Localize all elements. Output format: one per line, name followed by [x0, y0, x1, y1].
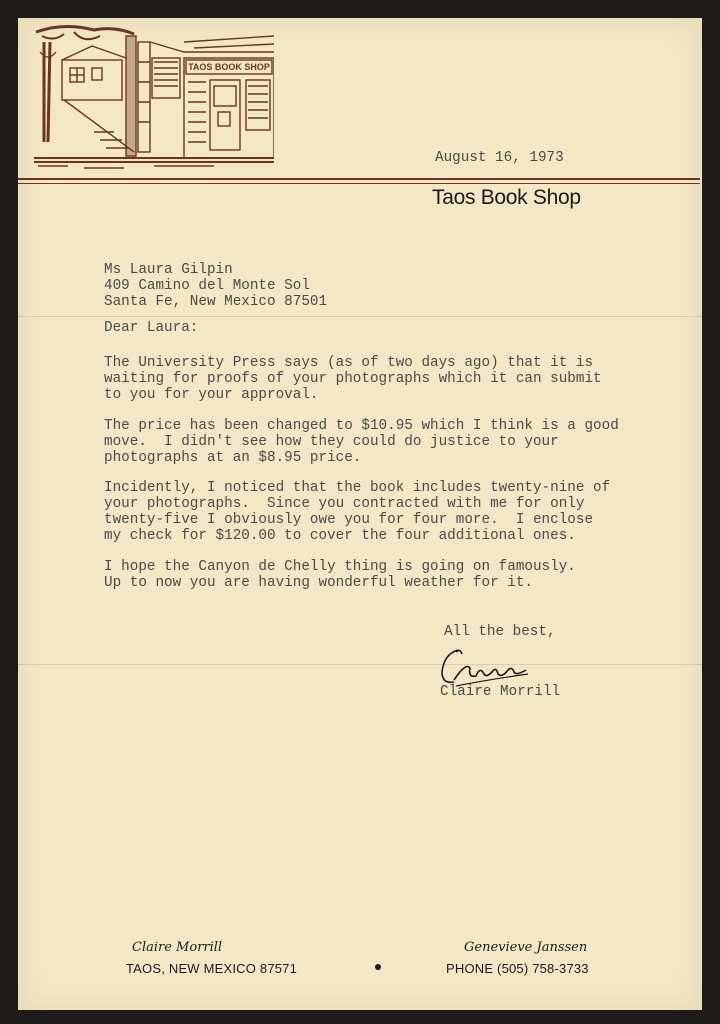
paragraph-line: to you for your approval.: [104, 387, 319, 403]
paragraph-line: your photographs. Since you contracted with me for only: [104, 496, 585, 512]
paragraph-line: move. I didn't see how they could do justice to your: [104, 434, 559, 450]
footer-phone: PHONE (505) 758-3733: [446, 961, 589, 976]
recipient-address: [104, 262, 327, 310]
address-line: 409 Camino del Monte Sol: [104, 278, 310, 294]
paragraph-4: [104, 559, 576, 591]
shop-sign-text: TAOS BOOK SHOP: [188, 62, 270, 72]
paragraph-line: Up to now you are having wonderful weather for it.: [104, 575, 533, 591]
footer-separator-dot: [375, 964, 381, 970]
fold-line: [18, 316, 702, 317]
shop-name-heading: Taos Book Shop: [432, 186, 581, 209]
typed-signer-name: Claire Morrill: [440, 684, 561, 700]
letterhead-rule: [18, 183, 700, 184]
letter-page: [18, 18, 702, 1010]
footer-right-signature: Genevieve Janssen: [464, 940, 588, 955]
paragraph-line: photographs at an $8.95 price.: [104, 450, 362, 466]
paragraph-line: Incidently, I noticed that the book includes twenty-nine of: [104, 480, 611, 496]
bookshop-illustration-icon: [34, 22, 274, 172]
address-line: Ms Laura Gilpin: [104, 262, 233, 278]
paragraph-line: waiting for proofs of your photographs which it can submit: [104, 371, 602, 387]
paragraph-line: I hope the Canyon de Chelly thing is going on famously.: [104, 559, 576, 575]
paragraph-2: [104, 418, 619, 466]
paragraph-line: my check for $120.00 to cover the four additional ones.: [104, 528, 576, 544]
paragraph-line: The price has been changed to $10.95 which I think is a good: [104, 418, 619, 434]
paragraph-3: [104, 480, 610, 544]
letter-date: August 16, 1973: [435, 150, 564, 166]
paragraph-1: [104, 355, 602, 403]
fold-line: [18, 664, 702, 665]
paragraph-line: The University Press says (as of two days ago) that it is: [104, 355, 594, 371]
closing: All the best,: [444, 624, 556, 640]
paragraph-line: twenty-five I obviously owe you for four more. I enclose: [104, 512, 594, 528]
letterhead-rule: [18, 178, 700, 180]
address-line: Santa Fe, New Mexico 87501: [104, 294, 328, 310]
footer-left-signature: Claire Morrill: [132, 940, 223, 955]
handwritten-signature-icon: [436, 642, 536, 690]
footer-location: TAOS, NEW MEXICO 87571: [126, 961, 298, 976]
salutation: Dear Laura:: [104, 320, 199, 336]
